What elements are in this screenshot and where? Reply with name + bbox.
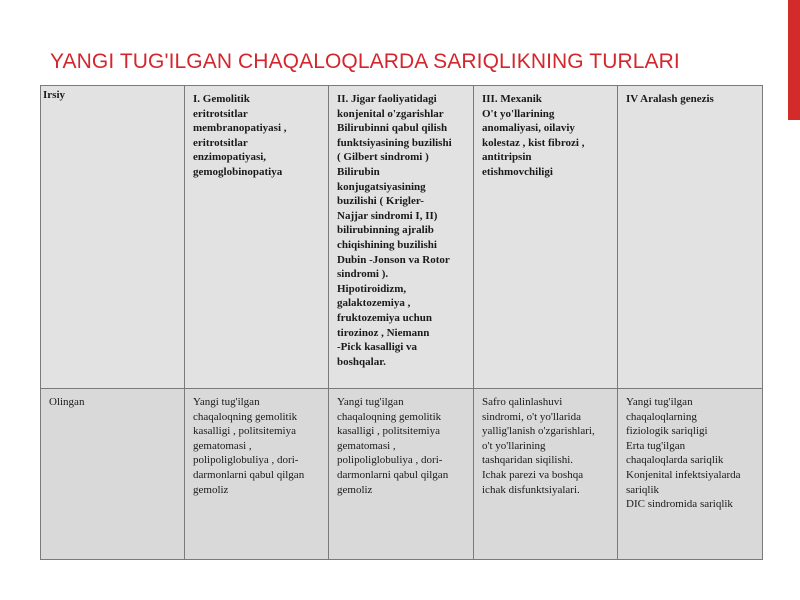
- table-row-acquired: [41, 389, 763, 560]
- table-cell: Safro qalinlashuvi sindromi, o't yo'llarida yallig'lanish o'zgarishlari, o't yo'llarining tashqaridan siqilishi. Ichak parezi va boshqa ichak disfunktsiyalari.: [474, 389, 618, 560]
- slide-title: YANGI TUG'ILGAN CHAQALOQLARDA SARIQLIKNING TURLARI: [50, 50, 680, 73]
- table-cell: IV Aralash genezis: [618, 86, 763, 389]
- table-cell: III. Mexanik O't yo'llarining anomaliyasi, oilaviy kolestaz , kist fibrozi , antitripsin etishmovchiligi: [474, 86, 618, 389]
- table-cell: II. Jigar faoliyatidagi konjenital o'zgarishlar Bilirubinni qabul qilish funktsiyasining buzilishi ( Gilbert sindromi ) Bilirubin konjugatsiyasining buzilishi ( Krigler- Najjar sindromi I, II) bilirubinning ajralib chiqishining buzilishi Dubin -Jonson va Rotor sindromi ). Hipotiroidizm, galaktozemiya , fruktozemiya uchun tirozinoz , Niemann -Pick kasalligi va boshqalar.: [329, 86, 474, 389]
- table-row-inherited: [41, 86, 763, 389]
- table-cell: I. Gemolitik eritrotsitlar membranopatiyasi , eritrotsitlar enzimopatiyasi, gemoglobinopatiya: [185, 86, 329, 389]
- row-label-inherited: Irsiy: [41, 86, 185, 389]
- table-cell: Yangi tug'ilgan chaqaloqlarning fiziologik sariqligi Erta tug'ilgan chaqaloqlarda sariqlik Konjenital infektsiyalarda sariqlik DIC sindromida sariqlik: [618, 389, 763, 560]
- row-label-acquired: Olingan: [41, 389, 185, 560]
- table-cell: Yangi tug'ilgan chaqaloqning gemolitik kasalligi , politsitemiya gematomasi , polipoliglobuliya , dori- darmonlarni qabul qilgan gemoliz: [329, 389, 474, 560]
- jaundice-types-table: [40, 85, 763, 560]
- table-cell: Yangi tug'ilgan chaqaloqning gemolitik kasalligi , politsitemiya gematomasi , polipoliglobuliya , dori- darmonlarni qabul qilgan gemoliz: [185, 389, 329, 560]
- accent-bar: [788, 0, 800, 120]
